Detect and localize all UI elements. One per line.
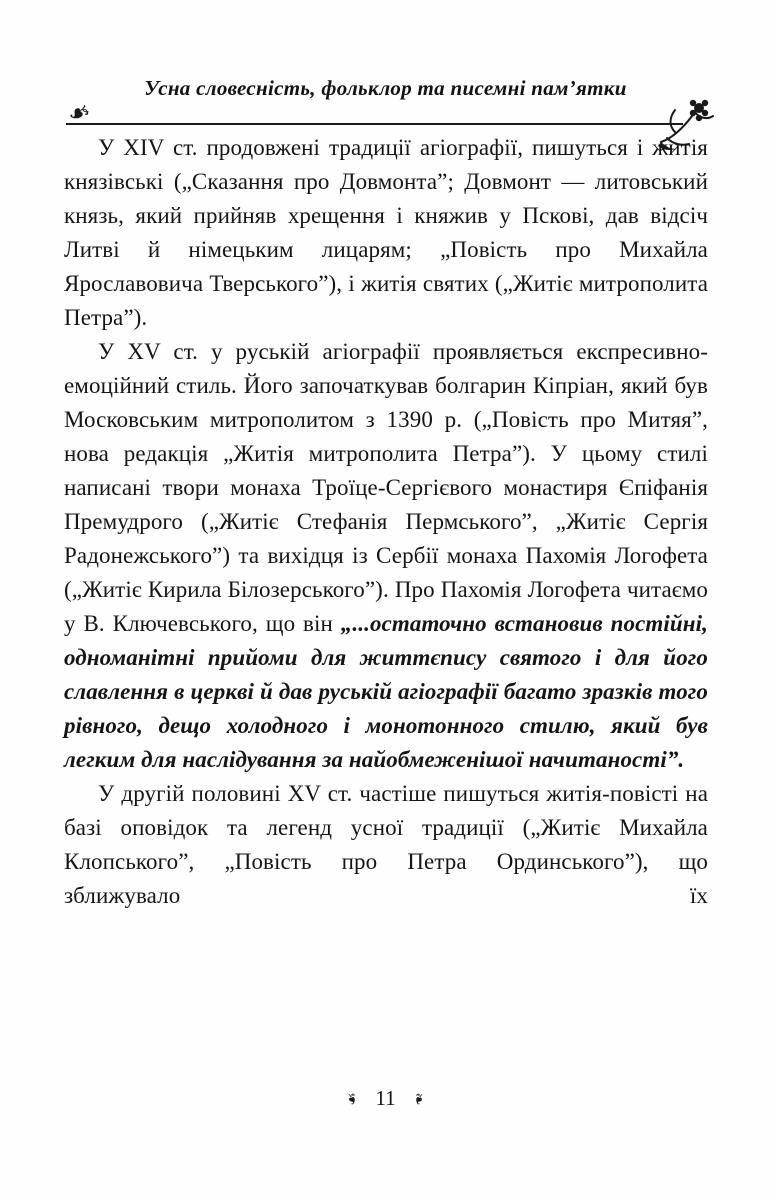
paragraph-3 <box>64 777 708 913</box>
paragraph-1 <box>64 131 708 335</box>
block-quote-kliuchevsky: „...остаточно встановив постійні, одноманітні прийоми для життєпису святого і для його славлення в церкві й дав руській агіографії багато зразків того рівного, дещо холодного і монотонного стилю, який був легким для наслідування за найобмеженішої начитаності”. <box>64 611 708 772</box>
paragraph-3-text: У другій половині XV ст. частіше пишуться житія-повісті на базі оповідок та легенд усної традиції („Житіє Михайла Клопського”, „Повість про Петра Ординського”), що зближувало їх <box>64 781 708 908</box>
page-number-flourish-left-icon: ❧ <box>342 1091 362 1106</box>
divider-line <box>66 123 683 125</box>
paragraph-2-text: У XV ст. у руській агіографії проявляється експресивно-емоційний стиль. Його започаткував болгарин Кіпріан, який був Московським митрополитом з 1390 р. („Повість про Митяя”, нова редакція „Житія митрополита Петра”). У цьому стилі написані твори монаха Троїце-Сергієвого монастиря Єпіфанія Премудрого („Житіє Стефанія Пермського”, „Житіє Сергія Радонежського”) та вихідця із Сербії монаха Пахомія Логофета („Житіє Кирила Білозерського”). Про Пахомія Логофета читаємо у В. Ключевського, що він <box>64 339 708 636</box>
paragraph-2 <box>64 335 708 777</box>
page-footer <box>0 1086 771 1111</box>
chapter-title: Усна словесність, фольклор та писемні пам’ятки <box>144 76 627 100</box>
page-number: 11 <box>375 1086 396 1110</box>
paragraph-1-text: У XIV ст. продовжені традиції агіографії, пишуться і житія князівські („Сказання про Довмонта”; Довмонт — литовський князь, який прийняв хрещення і княжив у Пскові, дав відсіч Литві й німецьким лицарям; „Повість про Михайла Ярославовича Тверського”), і житія святих („Житіє митрополита Петра”). <box>64 135 708 330</box>
page-body <box>64 131 708 913</box>
page-number-flourish-right-icon: ❧ <box>409 1091 429 1106</box>
floral-sprig-left-icon: ❧ <box>63 95 95 132</box>
